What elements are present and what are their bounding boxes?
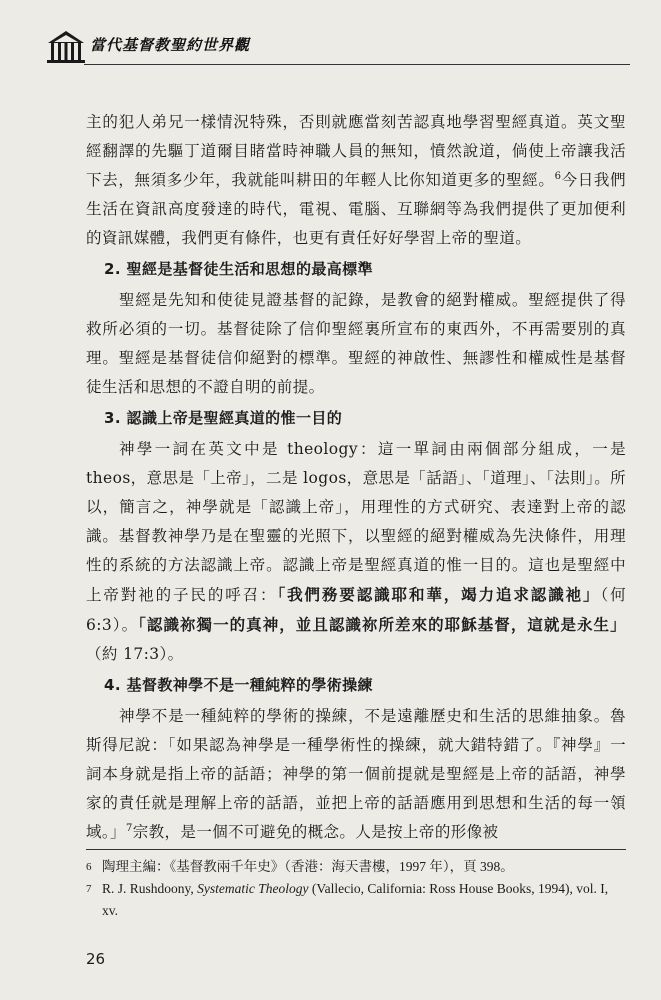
paragraph-1 bbox=[86, 108, 626, 253]
section-heading-2: 2. 聖經是基督徒生活和思想的最高標準 bbox=[104, 260, 373, 278]
bible-quote-hosea: 「我們務要認識耶和華，竭力追求認識祂」 bbox=[277, 585, 601, 604]
paragraph-4-part-b: 宗教，是一個不可避免的概念。人是按上帝的形像被 bbox=[132, 823, 499, 841]
footnote-text: 陶理主編：《基督教兩千年史》（香港：海天書樓，1997 年），頁 398。 bbox=[102, 859, 514, 874]
paragraph-4-part-a: 神學不是一種純粹的學術的操練，不是遠離歷史和生活的思維抽象。魯斯得尼說：「如果認為神學是一種學術性的操練，就大錯特錯了。『神學』一詞本身就是指上帝的話語；神學的第一個前提就是聖經是上帝的話語，神學家的責任就是理解上帝的話語，並把上帝的話語應用到思想和生活的每一領域。」 bbox=[86, 707, 626, 841]
footnote-number: 7 bbox=[86, 883, 92, 895]
footnote-rule bbox=[86, 849, 626, 850]
temple-pillars-logo-icon bbox=[46, 30, 86, 64]
header-rule bbox=[84, 64, 630, 65]
footnote-publication: (Vallecio, California: Ross House Books, 1994), vol. I, xv. bbox=[102, 881, 609, 918]
paragraph-2: 聖經是先知和使徒見證基督的記錄，是教會的絕對權威。聖經提供了得救所必須的一切。基督徒除了信仰聖經裏所宣布的東西外，不再需要別的真理。聖經是基督徒信仰絕對的標準。聖經的神啟性、無謬性和權威性是基督徒生活和思想的不證自明的前提。 bbox=[86, 291, 626, 396]
paragraph-1-part-b: 今日我們生活在資訊高度發達的時代，電視、電腦、互聯網等為我們提供了更加便利的資訊媒體，我們更有條件，也更有責任好好學習上帝的聖道。 bbox=[86, 171, 626, 247]
main-text bbox=[86, 108, 626, 847]
book-title: 當代基督教聖約世界觀 bbox=[90, 36, 251, 54]
footnote-author: R. J. Rushdoony, bbox=[102, 881, 198, 896]
footnote-6 bbox=[86, 856, 626, 878]
footnote-text bbox=[102, 878, 626, 922]
reference-john: （約 17:3）。 bbox=[86, 645, 184, 663]
page-number: 26 bbox=[86, 950, 106, 968]
footnotes bbox=[86, 856, 626, 922]
paragraph-4 bbox=[86, 702, 626, 847]
footnote-ref-7: 7 bbox=[125, 822, 133, 834]
footnote-number: 6 bbox=[86, 861, 92, 873]
footnote-7 bbox=[86, 878, 626, 922]
section-heading-4: 4. 基督教神學不是一種純粹的學術操練 bbox=[104, 676, 373, 694]
paragraph-1-part-a: 主的犯人弟兄一樣情況特殊，否則就應當刻苦認真地學習聖經真道。英文聖經翻譯的先驅丁道爾目睹當時神職人員的無知，憤然說道，倘使上帝讓我活下去，無須多少年，我就能叫耕田的年輕人比你知道更多的聖經。 bbox=[86, 113, 626, 189]
paragraph-3 bbox=[86, 435, 626, 669]
footnote-ref-6: 6 bbox=[554, 170, 562, 182]
reference-hosea: （何 6:3）。 bbox=[86, 586, 626, 634]
footnote-book-title: Systematic Theology bbox=[197, 881, 309, 896]
bible-quote-john: 「認識祢獨一的真神，並且認識祢所差來的耶穌基督，這就是永生」 bbox=[138, 615, 626, 634]
paragraph-3-part-a: 神學一詞在英文中是 theology：這一單詞由兩個部分組成，一是 theos，意思是「上帝」，二是 logos，意思是「話語」、「道理」、「法則」。所以，簡言之，神學就是「認識上帝」，用理性的方式研究、表達對上帝的認識。基督教神學乃是在聖靈的光照下，以聖經的絕對權威為先決條件，用理性的系統的方法認識上帝。認識上帝是聖經真道的惟一目的。這也是聖經中上帝對祂的子民的呼召： bbox=[86, 440, 626, 604]
section-heading-3: 3. 認識上帝是聖經真道的惟一目的 bbox=[104, 409, 343, 427]
running-header bbox=[44, 26, 630, 68]
